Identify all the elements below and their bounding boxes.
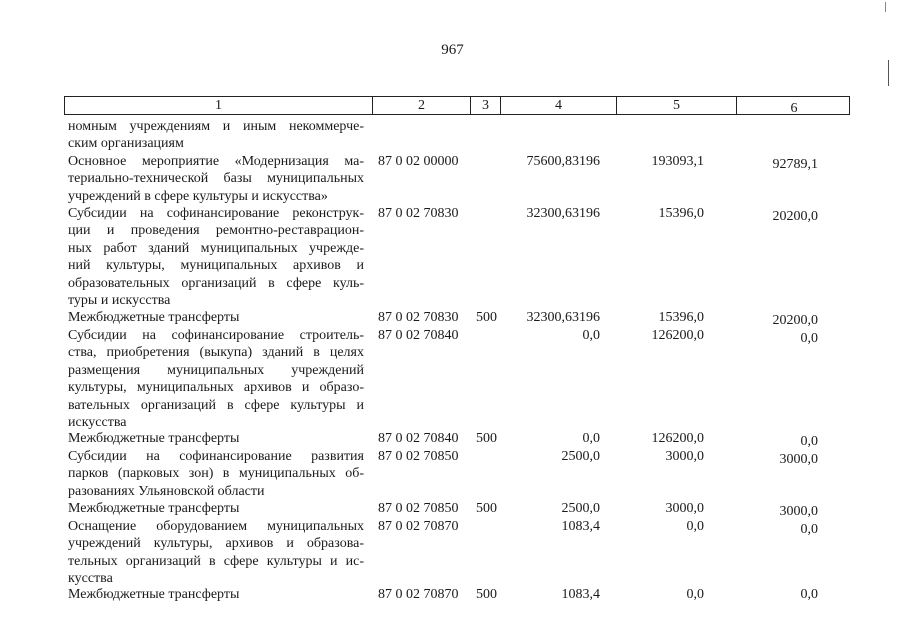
- page-number: 967: [441, 42, 464, 58]
- row-name: [68, 430, 364, 447]
- row-value-col5: 3000,0: [665, 449, 704, 464]
- row-value-col6: 20200,0: [772, 209, 818, 224]
- row-value-col5: 3000,0: [665, 501, 704, 516]
- scan-artifact: [885, 2, 886, 12]
- row-name-line: териально-технической базы муниципальных: [68, 171, 364, 187]
- row-code: 87 0 02 70870: [378, 519, 459, 534]
- row-value-col4: 75600,83196: [526, 154, 600, 169]
- row-value-col4: 32300,63196: [526, 310, 600, 325]
- row-name-line: тельных организаций в сфере культуры и ис-: [68, 553, 364, 569]
- row-name-line: Межбюджетные трансферты: [68, 587, 240, 602]
- row-code: 87 0 02 70850: [378, 501, 459, 516]
- column-header-6: 6: [790, 101, 798, 116]
- row-vr: 500: [476, 310, 497, 325]
- row-name-line: ний культуры, муниципальных архивов и: [68, 258, 364, 274]
- row-code: 87 0 02 70840: [378, 328, 459, 343]
- scan-artifact: [888, 60, 889, 86]
- row-name-line: культуры, муниципальных архивов и образо-: [68, 380, 364, 396]
- row-name-line: учреждений в сфере культуры и искусства»: [68, 188, 328, 204]
- row-name-line: Оснащение оборудованием муниципальных: [68, 519, 364, 534]
- row-name-line: номным учреждениям и иным некоммерче-: [68, 119, 364, 134]
- row-vr: 500: [476, 587, 497, 602]
- row-name-line: Субсидии на софинансирование развития: [68, 449, 364, 464]
- row-value-col5: 0,0: [686, 587, 704, 602]
- row-name-line: Основное мероприятие «Модернизация ма-: [68, 154, 364, 169]
- row-value-col6: 3000,0: [779, 504, 818, 519]
- row-value-col4: 1083,4: [561, 519, 600, 534]
- row-name: [68, 205, 364, 309]
- row-name-line: Субсидии на софинансирование строитель-: [68, 328, 364, 343]
- row-value-col6: 3000,0: [779, 452, 818, 467]
- row-value-col4: 2500,0: [561, 501, 600, 516]
- row-name: [68, 118, 364, 153]
- row-name-line: Субсидии на софинансирование реконструк-: [68, 206, 364, 221]
- table-header: [64, 96, 850, 115]
- column-header-5: 5: [617, 97, 737, 114]
- row-name-line: кусства: [68, 571, 113, 587]
- row-code: 87 0 02 70840: [378, 431, 459, 446]
- column-header-1: 1: [65, 97, 373, 114]
- row-value-col4: 2500,0: [561, 449, 600, 464]
- column-header-3: 3: [471, 97, 501, 114]
- row-value-col6: 92789,1: [772, 157, 818, 172]
- row-name-line: разованиях Ульяновской области: [68, 483, 265, 499]
- row-name-line: Межбюджетные трансферты: [68, 431, 240, 446]
- row-code: 87 0 02 70870: [378, 587, 459, 602]
- row-value-col4: 1083,4: [561, 587, 600, 602]
- row-value-col5: 126200,0: [651, 431, 704, 446]
- row-vr: 500: [476, 431, 497, 446]
- row-value-col5: 0,0: [686, 519, 704, 534]
- row-value-col6: 0,0: [800, 434, 818, 449]
- row-name-line: размещения муниципальных учреждений: [68, 362, 364, 378]
- row-name: [68, 586, 364, 603]
- row-value-col5: 193093,1: [651, 154, 704, 169]
- row-name-line: вательных организаций в сфере культуры и: [68, 397, 364, 413]
- row-value-col4: 32300,63196: [526, 206, 600, 221]
- row-name-line: ским организациям: [68, 136, 184, 152]
- row-code: 87 0 02 70850: [378, 449, 459, 464]
- row-value-col4: 0,0: [582, 431, 600, 446]
- row-name-line: парков (парковых зон) в муниципальных об-: [68, 466, 364, 482]
- row-name-line: туры и искусства: [68, 293, 171, 309]
- row-name-line: образовательных организаций в сфере куль-: [68, 275, 364, 291]
- row-vr: 500: [476, 501, 497, 516]
- row-name-line: ции и проведения ремонтно-реставрацион-: [68, 223, 364, 239]
- row-name: [68, 153, 364, 205]
- row-name-line: искусства: [68, 415, 127, 431]
- row-value-col4: 0,0: [582, 328, 600, 343]
- row-value-col6: 0,0: [800, 331, 818, 346]
- row-name: [68, 500, 364, 517]
- row-value-col5: 15396,0: [658, 310, 704, 325]
- row-value-col6: 0,0: [800, 522, 818, 537]
- row-value-col5: 15396,0: [658, 206, 704, 221]
- row-code: 87 0 02 70830: [378, 310, 459, 325]
- row-value-col6: 20200,0: [772, 313, 818, 328]
- row-code: 87 0 02 70830: [378, 206, 459, 221]
- row-value-col6: 0,0: [800, 587, 818, 602]
- row-name-line: Межбюджетные трансферты: [68, 501, 240, 516]
- row-name-line: Межбюджетные трансферты: [68, 310, 240, 325]
- column-header-2: 2: [373, 97, 471, 114]
- row-value-col5: 126200,0: [651, 328, 704, 343]
- row-name: [68, 448, 364, 500]
- column-header-4: 4: [501, 97, 617, 114]
- row-name: [68, 518, 364, 588]
- row-name-line: учреждений культуры, архивов и образова-: [68, 536, 364, 552]
- row-name-line: ных работ зданий муниципальных учрежде-: [68, 240, 364, 256]
- row-name: [68, 309, 364, 326]
- row-name-line: ства, приобретения (выкупа) зданий в целях: [68, 345, 364, 361]
- row-name: [68, 327, 364, 431]
- row-code: 87 0 02 00000: [378, 154, 459, 169]
